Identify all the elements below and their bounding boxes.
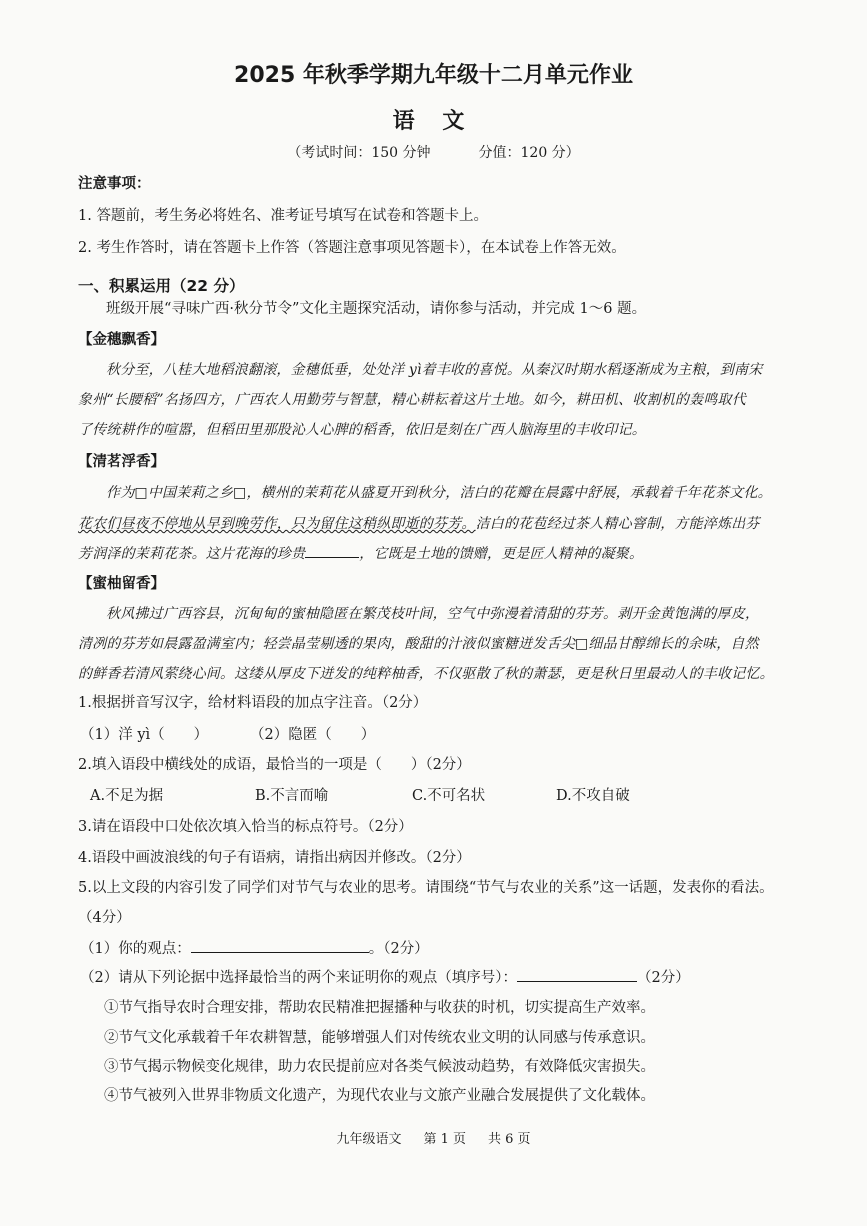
wavy-sentence: 花农们昼夜不停地从早到晚劳作，只为留住这稍纵即逝的芬芳。 xyxy=(78,516,476,532)
passage-line: 芳润泽的茉莉花茶。这片花海的珍贵 ，它既是土地的馈赠，更是匠人精神的凝聚。 xyxy=(78,546,644,562)
passage-line: 秋风拂过广西容县，沉甸甸的蜜柚隐匿在繁茂枝叶间，空气中弥漫着清甜的芬芳。剥开金黄饱满的厚皮， xyxy=(106,606,760,622)
question-5: 5.以上文段的内容引发了同学们对节气与农业的思考。请围绕“节气与农业的关系”这一话题，发表你的看法。 xyxy=(78,880,774,896)
question-4: 4.语段中画波浪线的句子有语病，请指出病因并修改。（2分） xyxy=(78,850,471,866)
passage-line: 作为□中国茉莉之乡□，横州的茉莉花从盛夏开到秋分，洁白的花瓣在晨露中舒展，承载着千年花茶文化。 xyxy=(106,485,772,501)
notes-heading: 注意事项： xyxy=(78,176,151,192)
question-3: 3.请在语段中口处依次填入恰当的标点符号。（2分） xyxy=(78,819,413,835)
evidence-item: ②节气文化承载着千年农耕智慧，能够增强人们对传统农业文明的认同感与传承意识。 xyxy=(104,1030,655,1046)
page-footer xyxy=(0,1128,867,1147)
notes-item: 1. 答题前，考生务必将姓名、准考证号填写在试卷和答题卡上。 xyxy=(78,208,488,224)
passage-line: 的鲜香若清风萦绕心间。这缕从厚皮下迸发的纯粹柚香，不仅驱散了秋的萧瑟，更是秋日里最动人的丰收记忆。 xyxy=(78,666,774,682)
passage-line: 秋分至，八桂大地稻浪翻滚，金穗低垂，处处洋 yì着丰收的喜悦。从秦汉时期水稻逐渐成为主粮，到南宋 xyxy=(106,362,763,378)
question-1-b: （2）隐匿（ ） xyxy=(250,727,376,743)
question-1: 1.根据拼音写汉字，给材料语段的加点字注音。（2分） xyxy=(78,695,428,711)
passage-title: 【金穗飘香】 xyxy=(78,332,165,348)
idiom-blank xyxy=(305,557,359,558)
subject-title: 语 文 xyxy=(392,109,475,134)
question-2: 2.填入语段中横线处的成语，最恰当的一项是（ ）（2分） xyxy=(78,757,471,773)
passage-title: 【蜜柚留香】 xyxy=(78,576,165,592)
exam-score: 分值：120 分） xyxy=(478,145,580,161)
evidence-item: ③节气揭示物候变化规律，助力农民提前应对各类气候波动趋势，有效降低灾害损失。 xyxy=(104,1059,655,1075)
section-intro: 班级开展“寻味广西·秋分节令”文化主题探究活动，请你参与活动，并完成 1～6 题。 xyxy=(106,301,647,317)
evidence-blank xyxy=(517,981,637,982)
viewpoint-blank xyxy=(191,952,369,953)
option-b: B.不言而喻 xyxy=(255,788,329,804)
exam-time: （考试时间：150 分钟 xyxy=(287,145,431,161)
question-1-a: （1）洋 yì（ ） xyxy=(80,727,209,743)
passage-line: 花农们昼夜不停地从早到晚劳作，只为留住这稍纵即逝的芬芳。洁白的花苞经过茶人精心窨制，方能淬炼出芬 xyxy=(78,516,760,532)
option-a: A.不足为据 xyxy=(90,788,164,804)
passage-line: 了传统耕作的喧嚣，但稻田里那股沁人心脾的稻香，依旧是刻在广西人脑海里的丰收印记。 xyxy=(78,422,646,438)
question-5-2: （2）请从下列论据中选择最恰当的两个来证明你的观点（填序号）： （2分） xyxy=(80,970,690,986)
footer-total: 共 6 页 xyxy=(488,1132,531,1147)
section-heading: 一、积累运用（22 分） xyxy=(78,277,245,295)
passage-line: 象州“长腰稻”名扬四方，广西农人用勤劳与智慧，精心耕耘着这片土地。如今，耕田机、收割机的轰鸣取代 xyxy=(78,392,746,408)
footer-page: 第 1 页 xyxy=(423,1132,466,1147)
passage-title: 【清茗浮香】 xyxy=(78,454,165,470)
exam-meta xyxy=(0,142,867,162)
evidence-item: ④节气被列入世界非物质文化遗产，为现代农业与文旅产业融合发展提供了文化载体。 xyxy=(104,1088,655,1104)
footer-subject: 九年级语文 xyxy=(336,1132,402,1147)
exam-title: 2025 年秋季学期九年级十二月单元作业 xyxy=(234,63,633,88)
evidence-item: ①节气指导农时合理安排，帮助农民精准把握播种与收获的时机，切实提高生产效率。 xyxy=(104,1000,655,1016)
option-c: C.不可名状 xyxy=(412,788,486,804)
notes-item: 2. 考生作答时，请在答题卡上作答（答题注意事项见答题卡），在本试卷上作答无效。 xyxy=(78,240,626,256)
option-d: D.不攻自破 xyxy=(556,788,630,804)
passage-line: 清冽的芬芳如晨露盈满室内；轻尝晶莹剔透的果肉，酸甜的汁液似蜜糖迸发舌尖□细品甘醇绵长的余味，自然 xyxy=(78,636,759,652)
question-5-1: （1）你的观点： 。（2分） xyxy=(80,941,429,957)
question-5-score: （4分） xyxy=(78,910,131,926)
